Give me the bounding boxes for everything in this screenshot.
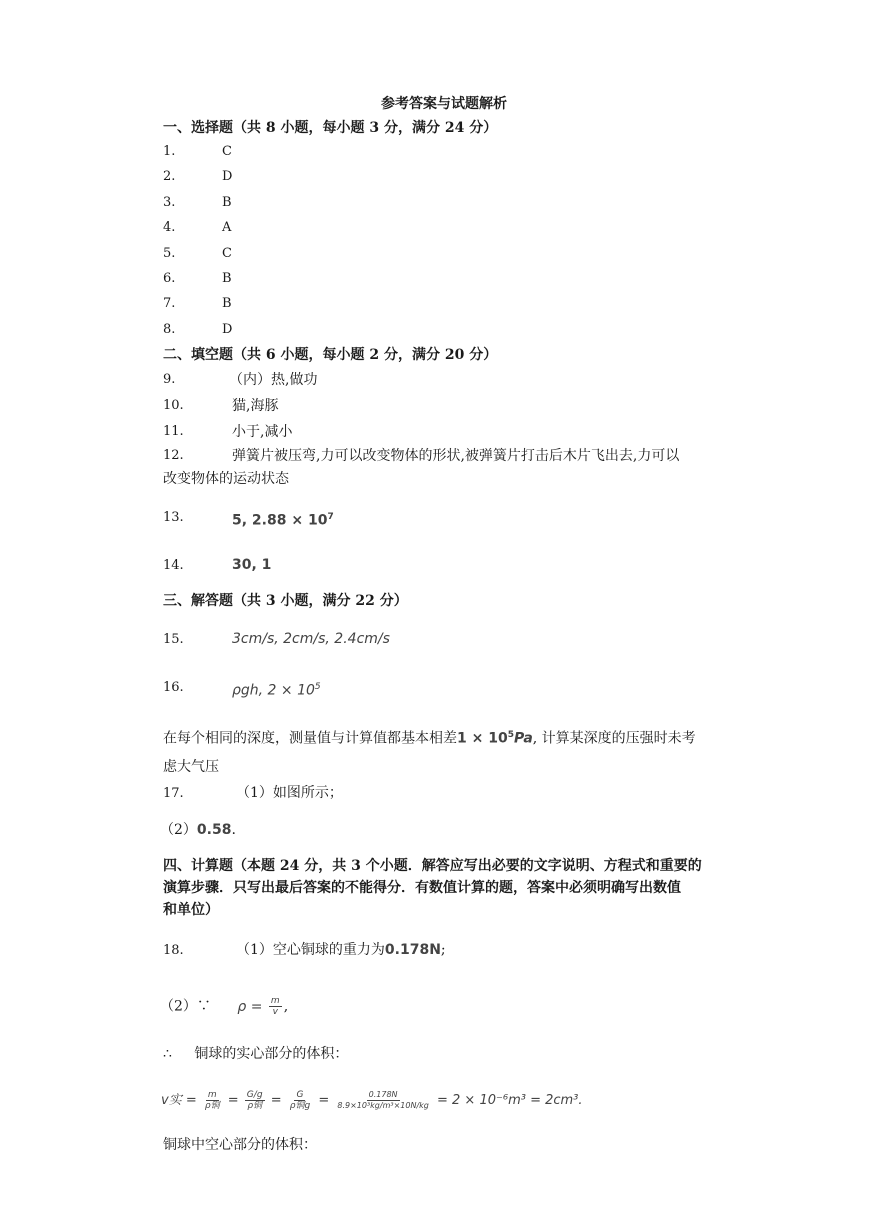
q9-answer: （内）热,做功 bbox=[229, 372, 318, 388]
formula-frac4-num: 0.178N bbox=[368, 1090, 398, 1099]
section2-heading: 二、填空题（共 6 小题，每小题 2 分，满分 20 分） bbox=[163, 347, 498, 363]
q9-number: 9. bbox=[163, 372, 176, 387]
choice-number: 5. bbox=[163, 245, 176, 261]
choice-answer: A bbox=[222, 220, 232, 236]
step2-frac-num: m bbox=[270, 996, 280, 1006]
choice-answer: B bbox=[222, 271, 232, 286]
q12-answer-line1: 弹簧片被压弯,力可以改变物体的形状,被弹簧片打击后木片飞出去,力可以 bbox=[232, 448, 680, 464]
formula-frac2-den: ρ铜 bbox=[247, 1101, 263, 1111]
step2-line bbox=[160, 996, 288, 1017]
note-math: 1 × 10 bbox=[457, 730, 508, 747]
q13-number: 13. bbox=[163, 510, 184, 525]
formula-frac2-num: G/g bbox=[246, 1090, 263, 1100]
section1-heading: 一、选择题（共 8 小题，每小题 3 分，满分 24 分） bbox=[163, 120, 498, 136]
choice-number: 7. bbox=[163, 296, 176, 312]
q17-answer: （1）如图所示； bbox=[236, 785, 343, 801]
q16-answer-base: ρgh, 2 × 10 bbox=[232, 682, 315, 699]
formula-frac2-G: G bbox=[246, 1090, 254, 1100]
formula-v: v实 bbox=[161, 1093, 182, 1108]
q12-number: 12. bbox=[163, 448, 184, 463]
choice-answer: C bbox=[222, 144, 232, 159]
page-title: 参考答案与试题解析 bbox=[381, 96, 507, 112]
q10-answer: 猫,海豚 bbox=[232, 398, 279, 414]
formula-frac3-num: G bbox=[296, 1090, 304, 1100]
step2-comma: , bbox=[283, 998, 289, 1015]
q18-answer-text: （1）空心铜球的重力为 bbox=[236, 942, 385, 958]
formula-frac4 bbox=[335, 1090, 431, 1111]
formula-frac2 bbox=[245, 1090, 265, 1111]
formula-frac1 bbox=[203, 1090, 222, 1111]
section3-heading: 三、解答题（共 3 小题，满分 22 分） bbox=[163, 593, 408, 609]
formula-frac3-den: ρ铜g bbox=[289, 1101, 311, 1111]
section4-heading-line3: 和单位） bbox=[163, 902, 219, 918]
note-unit: Pa bbox=[513, 730, 533, 747]
choice-number: 2. bbox=[163, 169, 176, 185]
formula-frac4-den: 8.9×10³kg/m³×10N/kg bbox=[337, 1101, 429, 1110]
formula-frac1-den: ρ铜 bbox=[204, 1101, 220, 1111]
note-post: , 计算某深度的压强时未考 bbox=[532, 730, 696, 747]
q16-answer bbox=[232, 677, 321, 701]
step2-fraction bbox=[269, 996, 282, 1017]
q18-answer bbox=[236, 940, 446, 960]
step2-frac-den: v bbox=[272, 1007, 278, 1017]
q18-answer-value: 0.178N bbox=[384, 942, 441, 958]
q13-answer-base: 5, 2.88 × 10 bbox=[232, 512, 328, 529]
step2-rho: ρ = bbox=[237, 998, 263, 1015]
choice-answer: D bbox=[222, 321, 233, 337]
choice-answer: C bbox=[222, 245, 232, 261]
formula-frac2-g: g bbox=[256, 1090, 263, 1100]
q15-answer: 3cm/s, 2cm/s, 2.4cm/s bbox=[232, 631, 390, 647]
formula-result: = 2 × 10⁻⁶m³ = 2cm³. bbox=[437, 1093, 583, 1108]
choice-number: 4. bbox=[163, 220, 176, 236]
q16-note-line2: 虑大气压 bbox=[163, 759, 219, 775]
q17-part2-label: （2） bbox=[160, 822, 197, 838]
choice-number: 6. bbox=[163, 271, 176, 286]
q17-number: 17. bbox=[163, 786, 184, 801]
q17-part2-value: 0.58 bbox=[196, 822, 232, 838]
step2-label: （2）∵ bbox=[160, 998, 211, 1015]
choice-answer: B bbox=[222, 194, 232, 210]
therefore-symbol: ∴ bbox=[163, 1046, 172, 1062]
section4-heading-line1: 四、计算题（本题 24 分，共 3 个小题．解答应写出必要的文字说明、方程式和重要的 bbox=[163, 858, 702, 874]
q17-part2-period: . bbox=[231, 822, 236, 838]
q15-number: 15. bbox=[163, 632, 184, 647]
q13-answer-exponent: 7 bbox=[327, 512, 334, 522]
formula-frac3 bbox=[288, 1090, 312, 1111]
formula-frac1-num: m bbox=[207, 1090, 217, 1100]
q13-answer bbox=[232, 507, 334, 531]
last-line: 铜球中空心部分的体积： bbox=[163, 1137, 317, 1153]
therefore-line bbox=[163, 1044, 348, 1064]
therefore-text: 铜球的实心部分的体积： bbox=[194, 1046, 349, 1062]
q12-answer-line2: 改变物体的运动状态 bbox=[163, 471, 289, 487]
q10-number: 10. bbox=[163, 398, 184, 413]
choice-answer: D bbox=[222, 169, 233, 185]
choice-number: 1. bbox=[163, 144, 176, 159]
q16-note-line1 bbox=[163, 725, 696, 749]
choice-answer: B bbox=[222, 296, 232, 312]
q18-answer-post: ; bbox=[440, 942, 446, 958]
note-exp: 5 bbox=[507, 730, 514, 740]
volume-formula: v实 = $\frac{m}{\text{ρ铜}}$ = $\frac{G/g}{\text{ρ铜}}$ = $\frac{G}{\text{ρ铜g}}$ = $\frac{0.178N}{\text{8.9×10³kg/m³×10N/kg}}$ = 2 × 10⁻⁶m³ = 2cm³. bbox=[161, 1090, 583, 1111]
q11-answer: 小于,减小 bbox=[232, 424, 293, 440]
choice-number: 3. bbox=[163, 194, 176, 210]
q17-part2 bbox=[160, 820, 236, 840]
note-pre: 在每个相同的深度，测量值与计算值都基本相差 bbox=[163, 730, 457, 747]
q16-number: 16. bbox=[163, 680, 184, 695]
choice-number: 8. bbox=[163, 321, 176, 337]
q14-answer: 30, 1 bbox=[232, 557, 272, 573]
section4-heading-line2: 演算步骤．只写出最后答案的不能得分．有数值计算的题，答案中必须明确写出数值 bbox=[163, 880, 681, 896]
q18-number: 18. bbox=[163, 943, 184, 958]
q16-answer-exponent: 5 bbox=[314, 682, 321, 692]
q14-number: 14. bbox=[163, 558, 184, 573]
q11-number: 11. bbox=[163, 424, 184, 439]
